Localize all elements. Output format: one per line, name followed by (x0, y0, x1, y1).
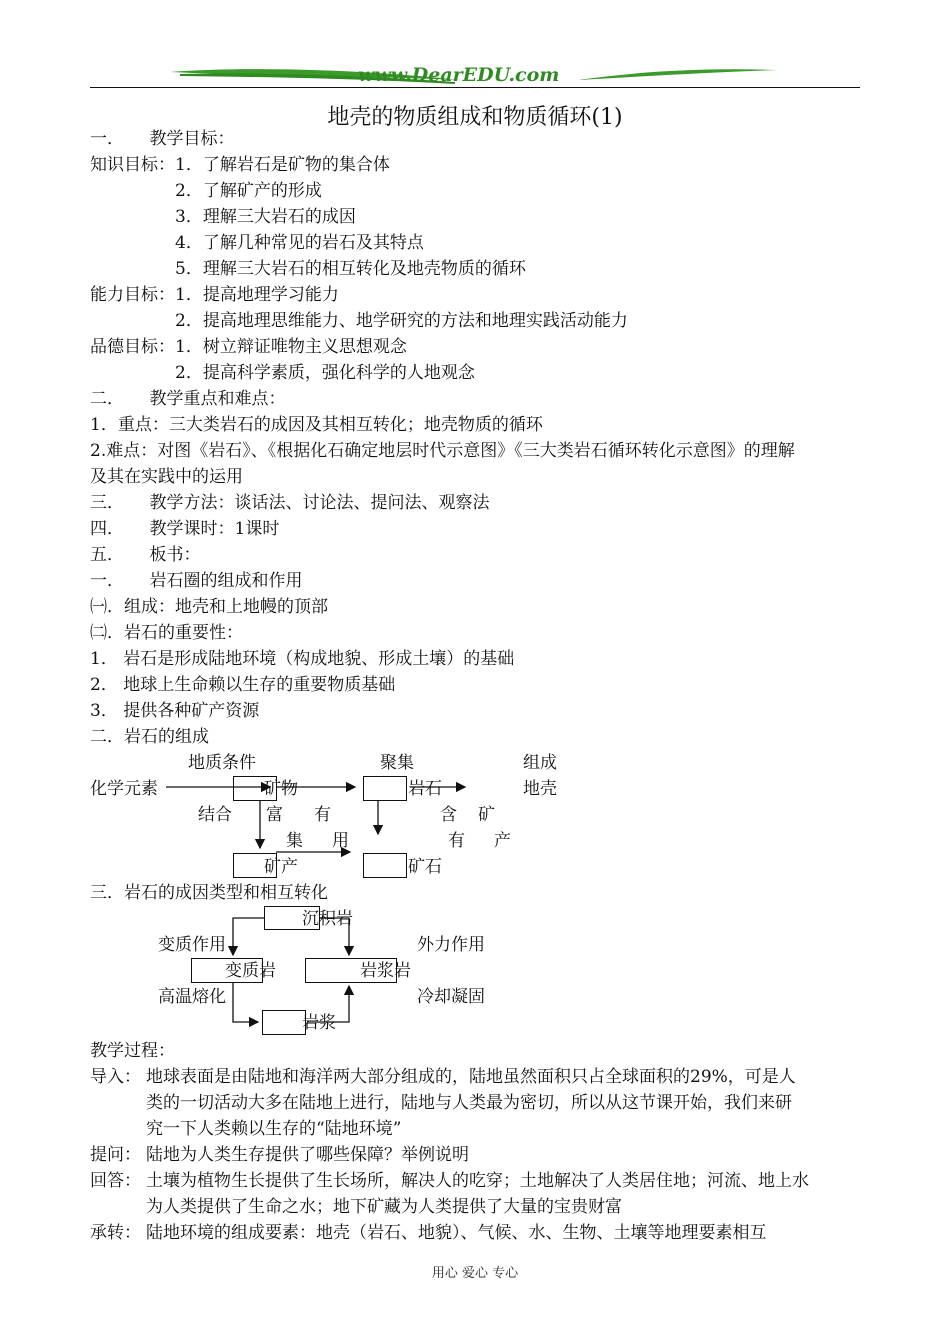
text-line: 一． 岩石圈的组成和作用 (90, 571, 303, 591)
label-chemical-elements: 化学元素 (90, 779, 158, 799)
text-line: 3．理解三大岩石的成因 (90, 207, 356, 227)
text-line: 三． 教学方法：谈话法、讨论法、提问法、观察法 (90, 493, 490, 513)
label-combine: 结合 (198, 805, 232, 825)
header-logo-text: www.DearEDU.com (358, 64, 560, 86)
text-line: 品德目标：1．树立辩证唯物主义思想观念 (90, 337, 407, 357)
label-you2: 有 (448, 831, 465, 851)
text-line: 1． 岩石是形成陆地环境（构成地貌、形成土壤）的基础 (90, 649, 515, 669)
answer-text: 土壤为植物生长提供了生长场所，解决人的吃穿；土地解决了人类居住地；河流、地上水 (146, 1171, 809, 1191)
text-line: 及其在实践中的运用 (90, 467, 243, 487)
label-metamorphism: 变质作用 (158, 935, 226, 955)
answer-label: 回答： (90, 1171, 141, 1191)
intro-label: 导入： (90, 1067, 141, 1087)
label-sedimentary: 沉积岩 (302, 909, 353, 929)
label-cooling: 冷却凝固 (417, 987, 485, 1007)
label-melting: 高温熔化 (158, 987, 226, 1007)
text-line: 2.难点：对图《岩石》、《根据化石确定地层时代示意图》《三大类岩石循环转化示意图》的理解 (90, 441, 795, 461)
label-mineral: 矿物 (264, 779, 298, 799)
text-line: 2．提高地理思维能力、地学研究的方法和地理实践活动能力 (90, 311, 628, 331)
text-line: 2． 地球上生命赖以生存的重要物质基础 (90, 675, 396, 695)
label-metamorphic: 变质岩 (225, 961, 276, 981)
label-han: 含 (440, 805, 457, 825)
label-chan: 产 (494, 831, 511, 851)
page-footer: 用心 爱心 专心 (431, 1266, 519, 1281)
text-line: 一． 教学目标： (90, 129, 235, 149)
intro-text: 地球表面是由陆地和海洋两大部分组成的，陆地虽然面积只占全球面积的29%，可是人 (146, 1067, 796, 1087)
label-ore: 矿产 (264, 857, 298, 877)
text-line: 5．理解三大岩石的相互转化及地壳物质的循环 (90, 259, 526, 279)
label-gather: 聚集 (380, 753, 414, 773)
text-line: 2．提高科学素质，强化科学的人地观念 (90, 363, 475, 383)
label-rock: 岩石 (408, 779, 442, 799)
page-title: 地壳的物质组成和物质循环(1) (327, 105, 623, 130)
text-line: 二． 教学重点和难点： (90, 389, 286, 409)
transition-label: 承转： (90, 1223, 141, 1243)
label-crust: 地壳 (523, 779, 557, 799)
label-igneous: 岩浆岩 (360, 961, 411, 981)
label-you: 有 (314, 805, 331, 825)
question-text: 陆地为人类生存提供了哪些保障？举例说明 (146, 1145, 469, 1165)
label-compose: 组成 (523, 753, 557, 773)
label-kuang: 矿 (478, 805, 495, 825)
text-line: 二．岩石的组成 (90, 727, 209, 747)
label-ji: 集 (286, 831, 303, 851)
magma-box (262, 1010, 306, 1035)
label-fu: 富 (266, 805, 283, 825)
label-magma: 岩浆 (302, 1013, 336, 1033)
section3-heading: 三．岩石的成因类型和相互转化 (90, 883, 328, 903)
label-yong: 用 (332, 831, 349, 851)
transition-text: 陆地环境的组成要素：地壳（岩石、地貌）、气候、水、生物、土壤等地理要素相互 (146, 1223, 767, 1243)
text-line: 四． 教学课时：1课时 (90, 519, 280, 539)
label-ore-rock: 矿石 (408, 857, 442, 877)
text-line: 2．了解矿产的形成 (90, 181, 322, 201)
answer-text: 为人类提供了生命之水；地下矿藏为人类提供了大量的宝贵财富 (146, 1197, 622, 1217)
text-line: 五． 板书： (90, 545, 201, 565)
question-label: 提问： (90, 1145, 141, 1165)
text-line: 1．重点：三大类岩石的成因及其相互转化；地壳物质的循环 (90, 415, 543, 435)
label-external-force: 外力作用 (417, 935, 485, 955)
text-line: 知识目标：1．了解岩石是矿物的集合体 (90, 155, 390, 175)
intro-text: 究一下人类赖以生存的“陆地环境” (146, 1119, 402, 1139)
text-line: 能力目标：1．提高地理学习能力 (90, 285, 339, 305)
text-line: 4．了解几种常见的岩石及其特点 (90, 233, 424, 253)
process-heading: 教学过程： (90, 1041, 175, 1061)
label-geo-condition: 地质条件 (188, 753, 256, 773)
intro-text: 类的一切活动大多在陆地上进行，陆地与人类最为密切，所以从这节课开始，我们来研 (146, 1093, 792, 1113)
text-line: ㈡．岩石的重要性： (90, 623, 243, 643)
text-line: 3． 提供各种矿产资源 (90, 701, 260, 721)
text-line: ㈠．组成：地壳和上地幔的顶部 (90, 597, 328, 617)
